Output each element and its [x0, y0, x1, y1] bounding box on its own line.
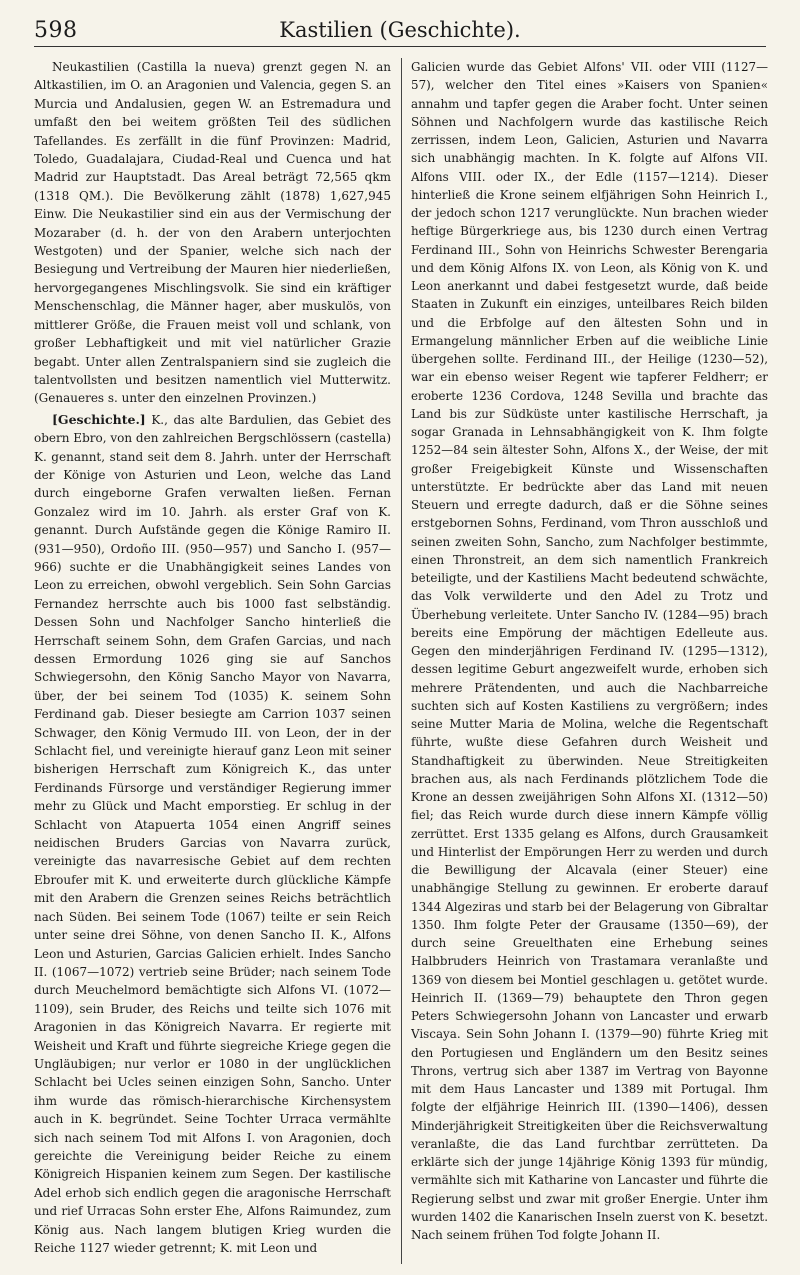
column-divider	[401, 58, 402, 1264]
paragraph-geschichte	[34, 411, 391, 1258]
running-head: Kastilien (Geschichte).	[279, 18, 521, 42]
page-header	[34, 16, 766, 47]
left-column	[34, 58, 391, 1264]
right-column	[411, 58, 768, 1264]
history-text: K., das alte Bardulien, das Gebiet des obern Ebro, von den zahlreichen Bergschlössern (castella) K. genannt, stand seit dem 8. Jahrh. unter der Herrschaft der Könige von Asturien und Leon, welche das Land durch eingeborne Grafen verwalten ließen. Fernan Gonzalez wird im 10. Jahrh. als erster Graf von K. genannt. Durch Aufstände gegen die Könige Ramiro II. (931—950), Ordoño III. (950—957) und Sancho I. (957—966) suchte er die Unabhängigkeit seines Landes von Leon zu erreichen, obwohl vergeblich. Sein Sohn Garcias Fernandez herrschte auch bis 1000 fast selbständig. Dessen Sohn und Nachfolger Sancho hinterließ die Herrschaft seinem Sohn, dem Grafen Garcias, und nach dessen Ermordung 1026 ging sie auf Sanchos Schwiegersohn, den König Sancho Mayor von Navarra, über, der bei seinem Tod (1035) K. seinem Sohn Ferdinand gab. Dieser besiegte am Carrion 1037 seinen Schwager, den König Vermudo III. von Leon, der in der Schlacht fiel, und vereinigte hierauf ganz Leon mit seiner bisherigen Herrschaft zum Königreich K., das unter Ferdinands Fürsorge und verständiger Regierung immer mehr zu Glück und Macht emporstieg. Er schlug in der Schlacht von Atapuerta 1054 einen Angriff seines neidischen Bruders Garcias von Navarra zurück, vereinigte das navarresische Gebiet auf dem rechten Ebroufer mit K. und erweiterte durch glückliche Kämpfe mit den Arabern die Grenzen seines Reichs beträchtlich nach Süden. Bei seinem Tode (1067) teilte er sein Reich unter seine drei Söhne, von denen Sancho II. K., Alfons Leon und Asturien, Garcias Galicien erhielt. Indes Sancho II. (1067—1072) vertrieb seine Brüder; nach seinem Tode durch Meuchelmord bemächtigte sich Alfons VI. (1072—1109), sein Bruder, des Reichs und teilte sich 1076 mit Aragonien in das Königreich Navarra. Er regierte mit Weisheit und Kraft und führte siegreiche Kriege gegen die Ungläubigen; nur verlor er 1080 in der unglücklichen Schlacht bei Ucles seinen einzigen Sohn, Sancho. Unter ihm wurde das römisch-hierarchische Kirchensystem auch in K. begründet. Seine Tochter Urraca vermählte sich nach seinem Tod mit Alfons I. von Aragonien, doch gereichte die Vereinigung beider Reiche zu einem Königreich Hispanien keinem zum Segen. Der kastilische Adel erhob sich endlich gegen die aragonische Herrschaft und rief Urracas Sohn erster Ehe, Alfons Raimundez, zum König aus. Nach langem blutigen Krieg wurden die Reiche 1127 wieder getrennt; K. mit Leon und	[34, 412, 391, 1255]
section-label: [Geschichte.]	[52, 411, 146, 427]
text-columns	[34, 58, 768, 1264]
page-number: 598	[34, 18, 78, 43]
paragraph-neukastilien: Neukastilien (Castilla la nueva) grenzt gegen N. an Altkastilien, im O. an Aragonien und Valencia, gegen S. an Murcia und Andalusien, gegen W. an Estremadura und umfaßt den bei weitem größten Teil des südlichen Tafellandes. Es zerfällt in die fünf Provinzen: Madrid, Toledo, Guadalajara, Ciudad-Real und Cuenca und hat Madrid zur Hauptstadt. Das Areal beträgt 72,565 qkm (1318 QM.). Die Bevölkerung zählt (1878) 1,627,945 Einw. Die Neukastilier sind ein aus der Vermischung der Mozaraber (d. h. der von den Arabern unterjochten Westgoten) und der Spanier, welche sich nach der Besiegung und Vertreibung der Mauren hier niederließen, hervorgegangenes Mischlingsvolk. Sie sind ein kräftiger Menschenschlag, die Männer hager, aber muskulös, von mittlerer Größe, die Frauen meist voll und schlank, von großer Lebhaftigkeit und mit viel natürlicher Grazie begabt. Unter allen Zentralspaniern sind sie zugleich die talentvollsten und besitzen namentlich viel Mutterwitz. (Genaueres s. unter den einzelnen Provinzen.)	[34, 60, 391, 406]
paragraph-continuation: Galicien wurde das Gebiet Alfons' VII. oder VIII (1127—57), welcher den Titel eines »Kaisers von Spanien« annahm und tapfer gegen die Araber focht. Unter seinen Söhnen und Nachfolgern wurde das kastilische Reich zerrissen, indem Leon, Galicien, Asturien und Navarra sich unabhängig machten. In K. folgte auf Alfons VII. Alfons VIII. oder IX., der Edle (1157—1214). Dieser hinterließ die Krone seinem elfjährigen Sohn Heinrich I., der jedoch schon 1217 verunglückte. Nun brachen wieder heftige Bürgerkriege aus, bis 1230 durch einen Vertrag Ferdinand III., Sohn von Heinrichs Schwester Berengaria und dem König Alfons IX. von Leon, als König von K. und Leon anerkannt und dabei festgesetzt wurde, daß beide Staaten in Zukunft ein einziges, unteilbares Reich bilden und die Erbfolge auf den ältesten Sohn und in Ermangelung männlicher Erben auf die weibliche Linie übergehen sollte. Ferdinand III., der Heilige (1230—52), war ein ebenso weiser Regent wie tapferer Feldherr; er eroberte 1236 Cordova, 1248 Sevilla und brachte das Land bis zur Südküste unter kastilische Herrschaft, ja sogar Granada in Lehnsabhängigkeit von K. Ihm folgte 1252—84 sein ältester Sohn, Alfons X., der Weise, der mit großer Freigebigkeit Künste und Wissenschaften unterstützte. Er bedrückte aber das Land mit neuen Steuern und erregte dadurch, daß er die Söhne seines erstgebornen Sohns, Ferdinand, vom Thron ausschloß und seinen zweiten Sohn, Sancho, zum Nachfolger bestimmte, einen Thronstreit, an dem sich namentlich Frankreich beteiligte, und der Kastiliens Macht bedeutend schwächte, das Volk verwilderte und den Adel zu Trotz und Überhebung verleitete. Unter Sancho IV. (1284—95) brach bereits eine Empörung der mächtigen Edelleute aus. Gegen den minderjährigen Ferdinand IV. (1295—1312), dessen legitime Geburt angezweifelt wurde, erhoben sich mehrere Prätendenten, und auch die Nachbarreiche suchten sich auf Kosten Kastiliens zu vergrößern; indes seine Mutter Maria de Molina, welche die Regentschaft führte, wußte diese Gefahren durch Weisheit und Standhaftigkeit zu überwinden. Neue Streitigkeiten brachen aus, als nach Ferdinands plötzlichem Tode die Krone an dessen zweijährigen Sohn Alfons XI. (1312—50) fiel; das Reich wurde durch diese innern Kämpfe völlig zerrüttet. Erst 1335 gelang es Alfons, durch Grausamkeit und Hinterlist der Empörungen Herr zu werden und durch die Bewilligung der Alcavala (einer Steuer) eine unabhängige Stellung zu gewinnen. Er eroberte darauf 1344 Algeziras und starb bei der Belagerung von Gibraltar 1350. Ihm folgte Peter der Grausame (1350—69), der durch seine Greuelthaten eine Erhebung seines Halbbruders Heinrich von Trastamara veranlaßte und 1369 von diesem bei Montiel geschlagen u. getötet wurde. Heinrich II. (1369—79) behauptete den Thron gegen Peters Schwiegersohn Johann von Lancaster und erwarb Viscaya. Sein Sohn Johann I. (1379—90) führte Krieg mit den Portugiesen und Engländern um den Besitz seines Throns, vertrug sich aber 1387 im Vertrag von Bayonne mit dem Haus Lancaster und 1389 mit Portugal. Ihm folgte der elfjährige Heinrich III. (1390—1406), dessen Minderjährigkeit Streitigkeiten über die Reichsverwaltung veranlaßte, die das Land furchtbar zerrütteten. Da erklärte sich der junge 14jährige König 1393 für mündig, vermählte sich mit Katharine von Lancaster und führte die Regierung selbst und zwar mit großer Energie. Unter ihm wurden 1402 die Kanarischen Inseln zuerst von K. besetzt. Nach seinem frühen Tod folgte Johann II.	[411, 60, 768, 1242]
